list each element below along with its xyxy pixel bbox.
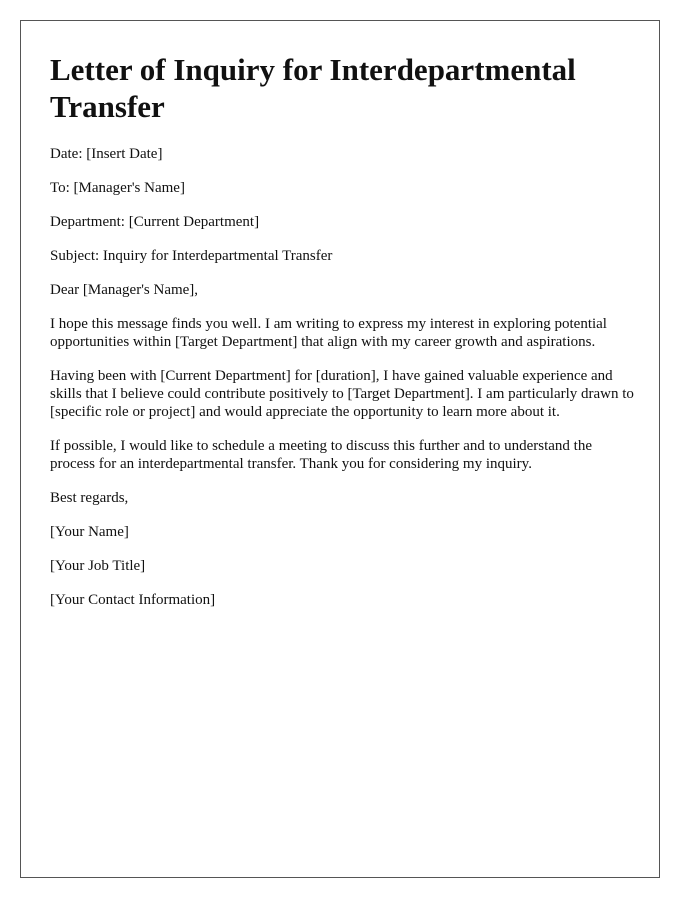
salutation: Dear [Manager's Name],	[50, 282, 199, 298]
signature-contact: [Your Contact Information]	[50, 592, 216, 608]
body-paragraph-experience: Having been with [Current Department] for [duration], I have gained valuable experience and skills that I believe could contribute positively to [Target Department]. I am particularly drawn to [specific role or project] and would appreciate the opportunity to learn more about it.	[50, 368, 634, 420]
body-paragraph-request: If possible, I would like to schedule a meeting to discuss this further and to understand the process for an interdepartmental transfer. Thank you for considering my inquiry.	[50, 438, 592, 472]
letter-title: Letter of Inquiry for Interdepartmental Transfer	[50, 52, 576, 124]
recipient-line: To: [Manager's Name]	[50, 180, 185, 196]
signature-name: [Your Name]	[50, 524, 129, 540]
signature-job-title: [Your Job Title]	[50, 558, 146, 574]
closing: Best regards,	[50, 490, 129, 506]
letter-content	[50, 51, 635, 625]
letter-page	[20, 20, 660, 878]
department-line: Department: [Current Department]	[50, 214, 260, 230]
body-paragraph-intro: I hope this message finds you well. I am writing to express my interest in exploring potential opportunities within [Target Department] that align with my career growth and aspirations.	[50, 316, 607, 350]
subject-line: Subject: Inquiry for Interdepartmental Transfer	[50, 248, 333, 264]
date-line: Date: [Insert Date]	[50, 146, 163, 162]
